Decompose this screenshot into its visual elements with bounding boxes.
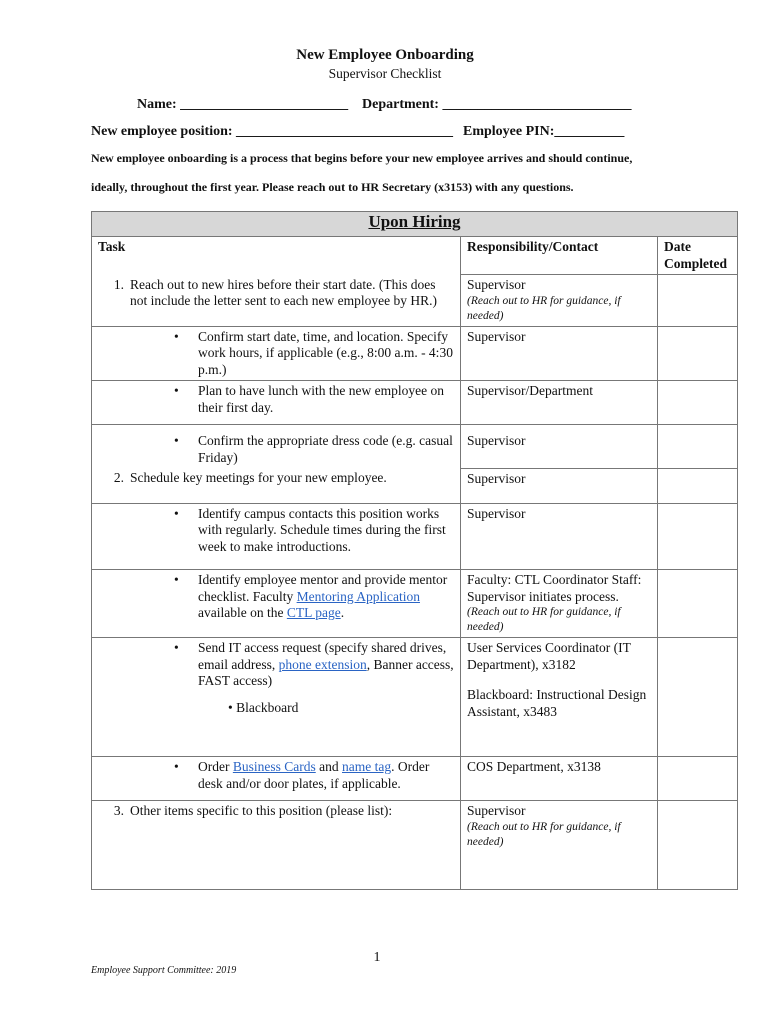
bullet-icon: • (174, 640, 179, 655)
resp-cell (461, 326, 658, 381)
name-label: Name: (137, 97, 177, 112)
resp-text-secondary: Blackboard: Instructional Design Assistant, x3483 (467, 687, 647, 719)
footer-note: Employee Support Committee: 2019 (91, 965, 237, 976)
resp-cell (461, 425, 658, 469)
bullet-icon: • (174, 383, 179, 398)
date-completed-cell[interactable] (658, 570, 738, 638)
bullet-icon: • (174, 505, 179, 521)
position-label: New employee position: (91, 124, 233, 139)
date-completed-cell[interactable] (658, 326, 738, 381)
spacer (467, 673, 651, 687)
intro-line-2: ideally, throughout the first year. Please reach out to HR Secretary (x3153) with any questions. (91, 180, 574, 194)
page-subtitle: Supervisor Checklist (328, 66, 442, 81)
table-row (92, 638, 738, 757)
resp-text: Supervisor (467, 505, 526, 521)
bullet-icon: • (174, 328, 179, 344)
sub-bullet-icon: • (228, 699, 233, 715)
resp-cell (461, 275, 658, 327)
page-number: 1 (373, 950, 381, 965)
date-completed-cell[interactable] (658, 381, 738, 425)
task-text-part: Order (198, 759, 233, 774)
position-blank[interactable]: _______________________________ (236, 124, 454, 139)
date-completed-cell[interactable] (658, 801, 738, 890)
bullet-icon: • (174, 433, 179, 448)
resp-note: (Reach out to HR for guidance, if needed) (467, 820, 621, 848)
col-date-header: Date Completed (658, 237, 738, 275)
resp-cell (461, 638, 658, 757)
resp-text: Faculty: CTL Coordinator Staff: Supervisor initiates process. (467, 572, 642, 604)
table-row (92, 468, 738, 503)
task-text: Reach out to new hires before their start date. (This does not include the letter sent to each new employee by HR.) (130, 276, 438, 308)
resp-cell (461, 381, 658, 425)
task-text-part: Identify employee mentor and provide mentor checklist. Faculty (198, 572, 448, 604)
task-text-part: , Banner access, FAST access) (198, 656, 454, 688)
resp-text: Supervisor (467, 433, 526, 448)
task-cell (92, 757, 461, 801)
date-completed-cell[interactable] (658, 425, 738, 469)
resp-text: Supervisor (467, 470, 526, 486)
date-completed-cell[interactable] (658, 638, 738, 757)
resp-text: Supervisor (467, 803, 526, 818)
task-text: Schedule key meetings for your new employee. (130, 470, 387, 485)
date-completed-cell[interactable] (658, 275, 738, 327)
table-row (92, 425, 738, 469)
resp-note: (Reach out to HR for guidance, if needed) (467, 294, 621, 322)
table-row (92, 801, 738, 890)
bullet-icon: • (174, 759, 179, 774)
resp-cell (461, 468, 658, 503)
sub-bullet-text: Blackboard (236, 699, 299, 715)
task-cell (92, 503, 461, 570)
pin-field[interactable] (463, 124, 624, 140)
department-blank[interactable]: ___________________________ (442, 97, 632, 112)
resp-cell (461, 570, 658, 638)
task-text-part: Send IT access request (specify shared drives, email address, (198, 640, 447, 672)
phone-extension-link[interactable]: phone extension (278, 656, 367, 672)
task-text: Confirm the appropriate dress code (e.g. casual Friday) (198, 433, 453, 465)
task-cell (92, 638, 461, 757)
sub-bullet (98, 700, 454, 717)
task-text (198, 759, 454, 792)
page-title: New Employee Onboarding (296, 47, 474, 63)
resp-text: Supervisor/Department (467, 383, 593, 398)
pin-blank[interactable]: __________ (554, 124, 625, 139)
task-number: 3. (113, 803, 124, 818)
task-cell (92, 468, 461, 503)
intro-line-1: New employee onboarding is a process that begins before your new employee arrives and should continue, (91, 151, 633, 165)
task-cell (92, 801, 461, 890)
task-text (198, 640, 454, 690)
task-cell (92, 570, 461, 638)
section-header-row (92, 212, 738, 237)
date-completed-cell[interactable] (658, 757, 738, 801)
table-row (92, 381, 738, 425)
task-number: 2. (113, 470, 124, 485)
pin-label: Employee PIN: (463, 124, 555, 139)
task-text-part: and (315, 759, 342, 774)
table-row (92, 503, 738, 570)
task-text-part: available on the (198, 605, 287, 620)
resp-cell (461, 503, 658, 570)
resp-note: (Reach out to HR for guidance, if needed) (467, 606, 621, 633)
task-text: Identify campus contacts this position works with regularly. Schedule times during the first week to make introductions. (198, 505, 446, 554)
task-text (198, 572, 454, 622)
business-cards-link[interactable]: Business Cards (232, 759, 316, 774)
date-completed-cell[interactable] (658, 503, 738, 570)
resp-text: Supervisor (467, 328, 526, 344)
col-task-header: Task (92, 237, 461, 275)
task-text: Plan to have lunch with the new employee on their first day. (198, 383, 444, 415)
task-text-part: . (340, 605, 345, 620)
task-text-part: . Order desk and/or door plates, if applicable. (198, 759, 430, 791)
table-row (92, 326, 738, 381)
name-field[interactable] (137, 97, 348, 113)
table-row (92, 757, 738, 801)
position-field[interactable] (91, 124, 453, 140)
mentoring-application-link[interactable]: Mentoring Application (296, 588, 420, 604)
section-title: Upon Hiring (92, 212, 738, 237)
resp-cell (461, 801, 658, 890)
task-cell (92, 275, 461, 327)
name-blank[interactable]: ________________________ (180, 97, 349, 112)
column-header-row (92, 237, 738, 275)
checklist-table (91, 211, 738, 890)
resp-text: User Services Coordinator (IT Department), x3182 (467, 640, 631, 672)
resp-text: Supervisor (467, 277, 526, 292)
name-tag-link[interactable]: name tag (342, 759, 392, 774)
table-row (92, 275, 738, 327)
bullet-icon: • (174, 572, 179, 587)
task-cell (92, 381, 461, 425)
task-text: Other items specific to this position (please list): (130, 803, 393, 818)
task-number: 1. (113, 276, 124, 292)
ctl-page-link[interactable]: CTL page (286, 605, 341, 620)
table-row (92, 570, 738, 638)
department-field[interactable] (362, 97, 631, 113)
task-cell (92, 425, 461, 469)
task-cell (92, 326, 461, 381)
date-completed-cell[interactable] (658, 468, 738, 503)
resp-cell (461, 757, 658, 801)
col-resp-header: Responsibility/Contact (461, 237, 658, 275)
department-label: Department: (362, 97, 439, 112)
resp-text: COS Department, x3138 (467, 759, 601, 774)
task-text: Confirm start date, time, and location. Specify work hours, if applicable (e.g., 8:00 a.m. - 4:30 p.m.) (198, 328, 453, 377)
